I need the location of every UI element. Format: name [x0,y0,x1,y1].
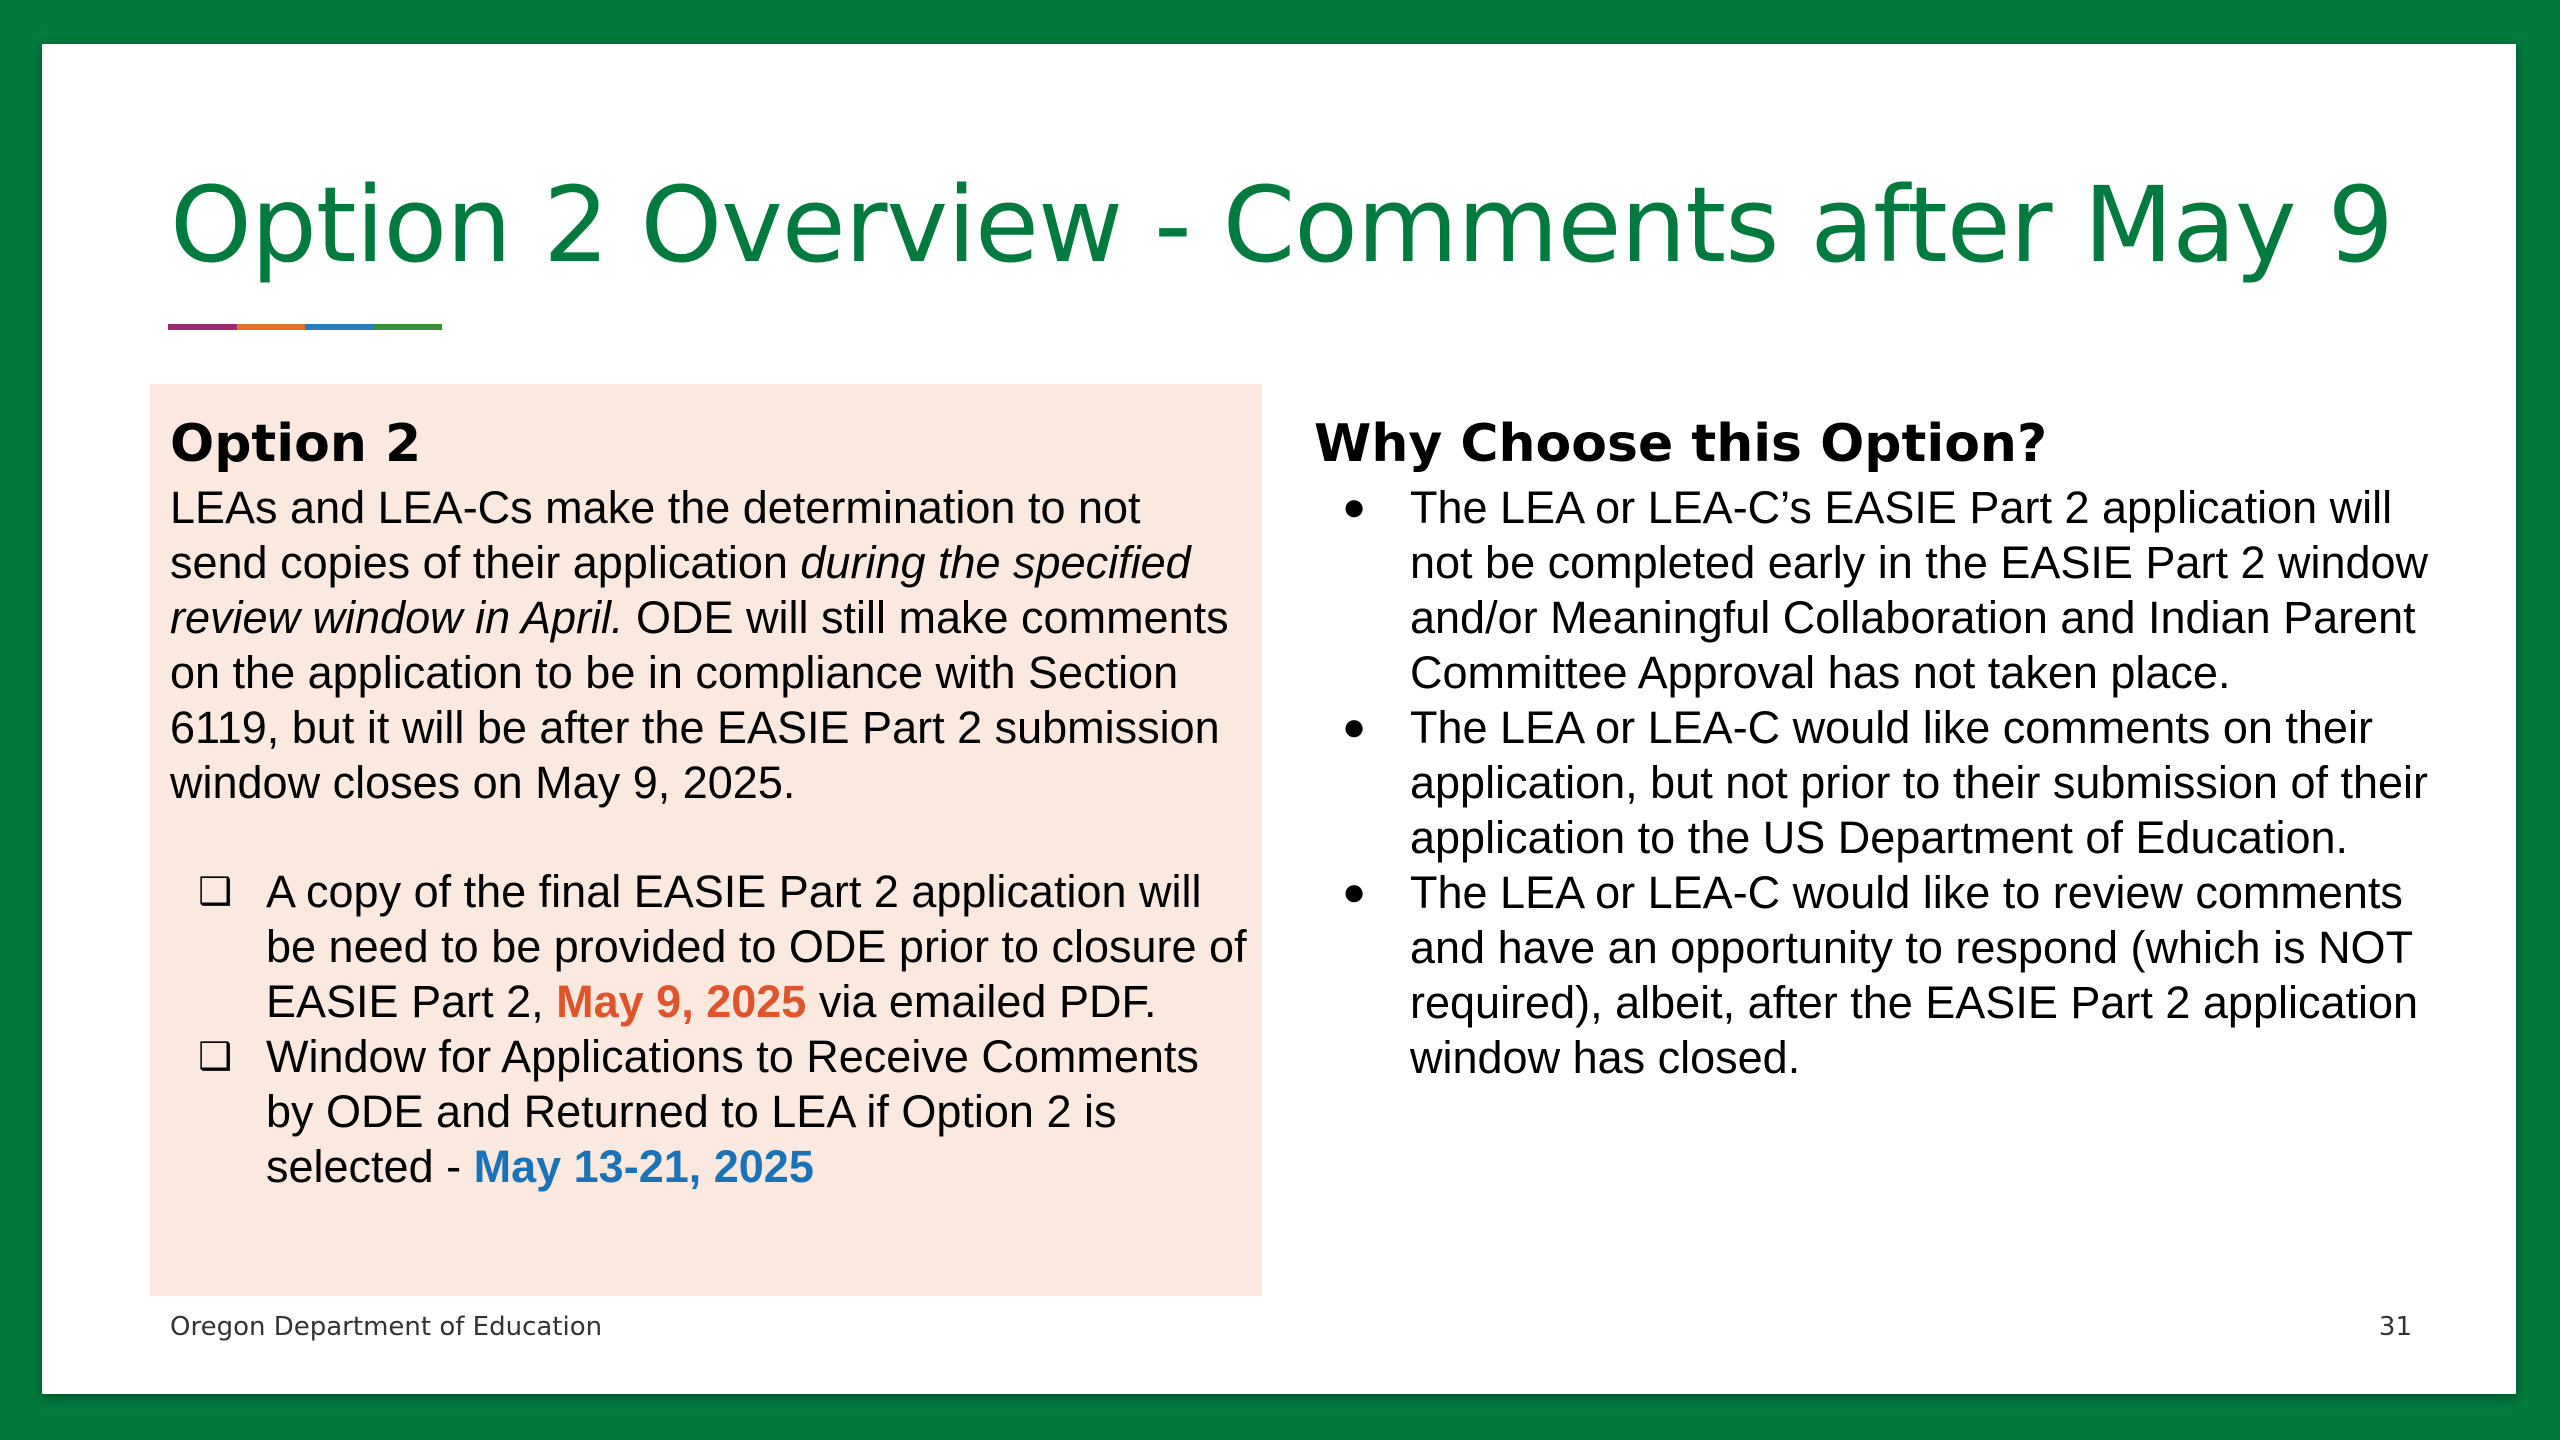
bullet-icon: ● [1342,485,1367,529]
page-number: 31 [2378,1312,2412,1342]
why-choose-heading: Why Choose this Option? [1314,414,2048,474]
option-2-description [170,480,1250,810]
option-2-heading: Option 2 [170,414,422,474]
checklist-item [170,864,1250,1029]
checkbox-icon: ❑ [198,1034,233,1078]
comment-window-date: May 13-21, 2025 [473,1141,814,1192]
accent-segment-4 [374,324,443,330]
reason-item [1314,480,2434,700]
intro-text-1: LEAs and LEA-Cs make the determination to not send copies of their application [170,482,1141,588]
intro-text-italic: during the specified review window in April. [170,537,1191,643]
slide-title: Option 2 Overview - Comments after May 9 [170,164,2393,286]
checklist-item [170,1029,1250,1194]
reason-text: The LEA or LEA-C would like to review comments and have an opportunity to respond (which is NOT required), albeit, after the EASIE Part 2 application window has closed. [1410,867,2419,1083]
checklist-text-1: Window for Applications to Receive Comments by ODE and Returned to LEA if Option 2 is selected - [266,1031,1199,1192]
reason-text: The LEA or LEA-C’s EASIE Part 2 application will not be completed early in the EASIE Part 2 window and/or Meaningful Collaboration and Indian Parent Committee Approval has not taken place. [1410,482,2429,698]
reason-item [1314,700,2434,865]
footer-organization: Oregon Department of Education [170,1312,603,1342]
option-2-checklist [170,864,1250,1194]
deadline-date: May 9, 2025 [556,976,807,1027]
accent-segment-1 [168,324,237,330]
reason-item [1314,865,2434,1085]
accent-segment-3 [305,324,374,330]
bullet-icon: ● [1342,705,1367,749]
checklist-text-1: A copy of the final EASIE Part 2 application will be need to be provided to ODE prior to closure of EASIE Part 2, [266,866,1247,1027]
title-accent-bar [168,324,442,330]
accent-segment-2 [237,324,306,330]
checkbox-icon: ❑ [198,869,233,913]
bullet-icon: ● [1342,870,1367,914]
option-2-panel [150,384,1262,1296]
why-choose-column [1314,384,2454,1296]
why-choose-list [1314,480,2434,1085]
checklist-text-2: via emailed PDF. [806,976,1157,1027]
intro-text-2: ODE will still make comments on the application to be in compliance with Section 6119, but it will be after the EASIE Part 2 submission window closes on May 9, 2025. [170,592,1229,808]
slide [42,44,2516,1394]
reason-text: The LEA or LEA-C would like comments on their application, but not prior to their submission of their application to the US Department of Education. [1410,702,2429,863]
